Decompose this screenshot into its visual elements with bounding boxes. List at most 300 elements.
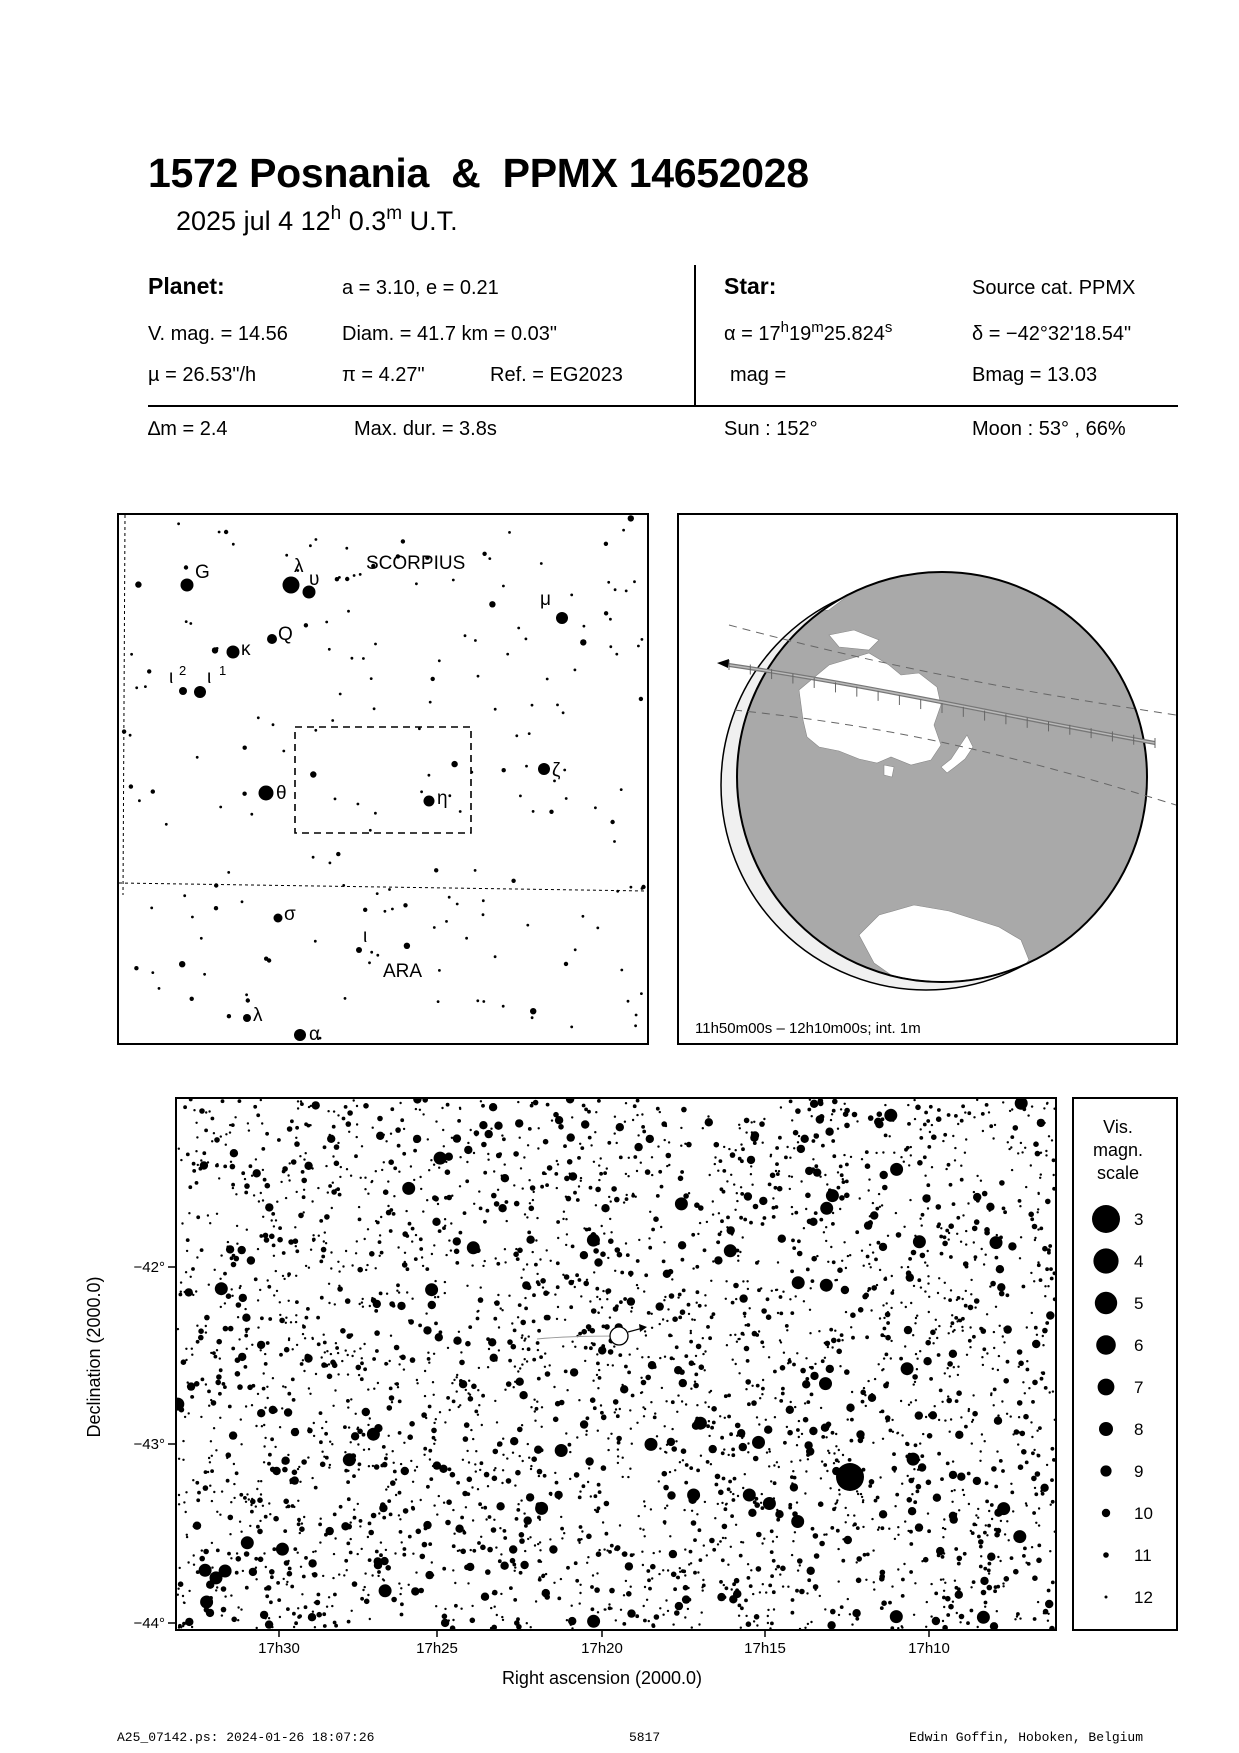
field-star xyxy=(891,1275,893,1277)
field-star xyxy=(257,1529,263,1535)
field-star xyxy=(677,1296,679,1298)
field-star xyxy=(793,1130,799,1136)
max-duration: Max. dur. = 3.8s xyxy=(354,418,497,440)
field-star xyxy=(442,1129,444,1131)
field-star xyxy=(643,1619,647,1623)
field-star xyxy=(722,1477,726,1481)
field-star xyxy=(715,1483,719,1487)
field-star xyxy=(943,1518,945,1520)
background-star xyxy=(351,657,354,660)
field-star xyxy=(304,1354,312,1362)
field-star xyxy=(509,1586,513,1590)
field-star xyxy=(881,1526,885,1530)
field-star xyxy=(427,1352,429,1354)
field-star xyxy=(452,1400,456,1404)
field-star xyxy=(362,1306,364,1308)
field-star xyxy=(193,1522,201,1530)
field-star xyxy=(957,1562,961,1566)
field-star xyxy=(1050,1478,1054,1482)
field-star xyxy=(262,1387,266,1391)
field-star xyxy=(624,1121,626,1123)
field-star xyxy=(264,1407,266,1409)
field-star xyxy=(1031,1105,1033,1107)
field-star xyxy=(332,1182,334,1184)
field-star xyxy=(411,1500,413,1502)
field-star xyxy=(780,1365,786,1371)
field-star xyxy=(568,1617,576,1625)
field-star xyxy=(554,1491,562,1499)
background-star xyxy=(635,1014,638,1017)
field-star xyxy=(397,1246,399,1248)
field-star xyxy=(601,1306,603,1308)
field-star xyxy=(1017,1443,1019,1445)
field-star xyxy=(1031,1436,1033,1438)
field-star xyxy=(937,1353,941,1357)
field-star xyxy=(351,1264,353,1266)
field-star xyxy=(721,1558,725,1562)
field-star xyxy=(812,1158,814,1160)
field-star xyxy=(617,1462,619,1464)
field-star xyxy=(307,1428,313,1434)
field-star xyxy=(818,1330,820,1332)
field-star xyxy=(676,1576,678,1578)
field-star xyxy=(443,1145,445,1147)
field-star xyxy=(452,1569,454,1571)
field-star xyxy=(262,1169,264,1171)
field-star xyxy=(914,1118,916,1120)
field-star xyxy=(1008,1148,1010,1150)
field-star xyxy=(946,1398,952,1404)
field-star xyxy=(617,1455,619,1457)
field-star xyxy=(821,1460,823,1462)
field-star xyxy=(642,1529,644,1531)
field-star xyxy=(643,1500,645,1502)
field-star xyxy=(786,1406,794,1414)
field-star xyxy=(324,1214,330,1220)
field-star xyxy=(384,1457,388,1461)
field-star xyxy=(211,1455,213,1457)
field-star xyxy=(433,1164,435,1166)
field-star xyxy=(577,1156,581,1160)
field-star xyxy=(371,1574,373,1576)
background-star xyxy=(179,961,185,967)
field-star xyxy=(563,1211,565,1213)
field-star xyxy=(951,1501,953,1503)
field-star xyxy=(404,1261,406,1263)
field-star xyxy=(367,1228,369,1230)
field-star xyxy=(739,1127,741,1129)
field-star xyxy=(1045,1199,1051,1205)
field-star xyxy=(361,1357,363,1359)
field-star xyxy=(398,1491,402,1495)
field-star xyxy=(377,1382,379,1384)
field-star xyxy=(199,1167,203,1171)
field-star xyxy=(770,1529,774,1533)
field-star xyxy=(690,1332,692,1334)
field-star xyxy=(434,1296,436,1298)
field-star xyxy=(526,1493,534,1501)
field-star xyxy=(942,1527,944,1529)
field-star xyxy=(957,1366,959,1368)
field-star xyxy=(843,1111,849,1117)
field-star xyxy=(878,1193,880,1195)
field-star xyxy=(642,1406,644,1408)
field-star xyxy=(426,1199,428,1201)
field-star xyxy=(203,1485,209,1491)
field-star xyxy=(493,1170,495,1172)
field-star xyxy=(284,1408,292,1416)
field-star xyxy=(629,1409,631,1411)
field-star xyxy=(829,1328,833,1332)
field-star xyxy=(775,1205,779,1209)
field-star xyxy=(819,1114,825,1120)
background-star xyxy=(574,948,577,951)
field-star xyxy=(732,1498,736,1502)
field-star xyxy=(975,1514,977,1516)
field-star xyxy=(865,1150,869,1154)
field-star xyxy=(347,1373,349,1375)
field-star xyxy=(796,1352,798,1354)
field-star xyxy=(189,1289,191,1291)
field-star xyxy=(442,1567,446,1571)
star-label-lambda-ara: λ xyxy=(253,1005,263,1026)
field-star xyxy=(481,1394,485,1398)
field-star xyxy=(831,1113,833,1115)
field-star xyxy=(623,1297,627,1301)
field-star xyxy=(751,1184,753,1186)
field-star xyxy=(872,1251,874,1253)
field-star xyxy=(521,1337,523,1339)
field-star xyxy=(706,1424,710,1428)
field-star xyxy=(882,1151,884,1153)
field-star xyxy=(231,1295,233,1297)
field-star xyxy=(735,1524,737,1526)
field-star xyxy=(667,1438,675,1446)
field-star xyxy=(468,1380,470,1382)
field-star xyxy=(382,1445,386,1449)
planet-parallax: π = 4.27" xyxy=(342,364,425,386)
field-star xyxy=(1019,1617,1021,1619)
field-star xyxy=(856,1120,858,1122)
field-star xyxy=(556,1285,560,1289)
field-star xyxy=(446,1396,450,1400)
field-star xyxy=(534,1446,542,1454)
field-star xyxy=(208,1284,210,1286)
field-star xyxy=(1046,1464,1048,1466)
field-star xyxy=(387,1405,393,1411)
field-star xyxy=(645,1169,651,1175)
field-star xyxy=(778,1466,780,1468)
field-star xyxy=(304,1556,308,1560)
field-star xyxy=(694,1381,696,1383)
field-star xyxy=(534,1420,536,1422)
field-star xyxy=(255,1158,257,1160)
field-star xyxy=(355,1252,357,1254)
field-star xyxy=(196,1570,200,1574)
field-star xyxy=(380,1251,384,1255)
field-star xyxy=(841,1339,843,1341)
field-star xyxy=(763,1538,765,1540)
field-star xyxy=(213,1132,215,1134)
field-star xyxy=(441,1619,449,1627)
field-star xyxy=(314,1486,318,1490)
field-star xyxy=(514,1484,516,1486)
field-star xyxy=(684,1548,686,1550)
field-star xyxy=(459,1360,465,1366)
field-star xyxy=(981,1590,987,1596)
field-star xyxy=(988,1562,992,1566)
field-star xyxy=(834,1507,836,1509)
field-star xyxy=(197,1491,201,1495)
field-star xyxy=(925,1626,927,1628)
mag-scale-dot xyxy=(1103,1552,1109,1558)
field-star xyxy=(776,1147,778,1149)
field-star xyxy=(797,1558,803,1564)
field-star xyxy=(873,1588,875,1590)
field-star xyxy=(937,1108,941,1112)
field-star xyxy=(830,1609,836,1615)
field-star xyxy=(579,1584,581,1586)
field-star xyxy=(686,1142,692,1148)
field-star xyxy=(765,1591,767,1593)
field-star xyxy=(534,1410,536,1412)
field-star xyxy=(219,1278,221,1280)
field-star xyxy=(323,1145,327,1149)
field-star xyxy=(948,1238,950,1240)
field-star xyxy=(230,1161,232,1163)
field-star xyxy=(470,1429,472,1431)
field-star xyxy=(224,1595,226,1597)
field-star xyxy=(563,1532,565,1534)
field-star xyxy=(977,1535,981,1539)
field-star xyxy=(865,1335,869,1339)
field-star xyxy=(487,1366,489,1368)
field-star xyxy=(761,1506,765,1510)
field-star xyxy=(185,1348,187,1350)
field-star xyxy=(223,1326,229,1332)
field-star xyxy=(862,1294,868,1300)
field-star xyxy=(434,1439,436,1441)
field-star xyxy=(792,1363,796,1367)
field-star xyxy=(738,1604,742,1608)
field-star xyxy=(556,1220,560,1224)
field-star xyxy=(917,1278,921,1282)
field-star xyxy=(312,1240,314,1242)
background-star xyxy=(328,648,331,651)
field-star xyxy=(648,1237,650,1239)
field-star xyxy=(1025,1502,1027,1504)
field-star xyxy=(916,1315,918,1317)
field-star xyxy=(293,1547,297,1551)
field-star xyxy=(495,1359,497,1361)
field-star xyxy=(753,1204,759,1210)
field-star xyxy=(626,1253,630,1257)
field-star xyxy=(625,1562,633,1570)
field-star xyxy=(631,1443,633,1445)
field-star xyxy=(202,1151,206,1155)
field-star xyxy=(1042,1328,1048,1334)
background-star xyxy=(565,797,568,800)
field-star xyxy=(302,1359,304,1361)
field-star xyxy=(659,1357,661,1359)
field-star xyxy=(910,1302,912,1304)
field-star xyxy=(747,1576,751,1580)
field-star xyxy=(470,1129,472,1131)
field-star xyxy=(751,1121,753,1123)
field-star xyxy=(579,1143,581,1145)
field-star xyxy=(826,1208,828,1210)
field-star xyxy=(375,1170,377,1172)
field-star xyxy=(504,1163,506,1165)
field-star xyxy=(269,1569,275,1575)
field-star xyxy=(506,1381,512,1387)
field-star xyxy=(279,1318,285,1324)
field-star xyxy=(919,1218,921,1220)
field-star xyxy=(810,1372,818,1380)
field-star xyxy=(944,1582,946,1584)
field-star xyxy=(671,1428,673,1430)
field-star xyxy=(301,1459,307,1465)
field-star xyxy=(286,1583,288,1585)
background-star xyxy=(622,529,625,532)
background-star xyxy=(604,611,608,615)
field-star xyxy=(960,1165,962,1167)
field-star xyxy=(324,1533,328,1537)
field-star xyxy=(738,1124,740,1126)
field-star xyxy=(520,1320,526,1326)
field-star xyxy=(521,1363,523,1365)
field-star xyxy=(469,1394,471,1396)
field-star xyxy=(878,1526,880,1528)
field-star xyxy=(287,1571,293,1577)
field-star xyxy=(182,1459,184,1461)
field-star xyxy=(259,1520,261,1522)
field-star xyxy=(534,1263,538,1267)
field-star xyxy=(988,1510,990,1512)
field-star xyxy=(841,1286,849,1294)
field-star xyxy=(723,1146,725,1148)
field-star xyxy=(504,1389,506,1391)
field-star xyxy=(588,1136,592,1140)
field-star xyxy=(355,1413,357,1415)
field-star xyxy=(968,1305,974,1311)
field-star xyxy=(493,1317,497,1321)
field-star xyxy=(915,1411,923,1419)
field-star xyxy=(788,1505,790,1507)
field-star xyxy=(625,1102,627,1104)
field-star xyxy=(196,1215,200,1219)
field-star xyxy=(954,1316,958,1320)
field-star xyxy=(566,1233,568,1235)
field-star xyxy=(389,1387,393,1391)
background-star xyxy=(563,769,566,772)
field-star xyxy=(637,1287,639,1289)
field-star xyxy=(1024,1392,1026,1394)
field-star xyxy=(884,1134,888,1138)
field-star xyxy=(221,1490,223,1492)
field-star xyxy=(390,1107,394,1111)
field-star xyxy=(369,1251,375,1257)
field-star xyxy=(856,1578,862,1584)
field-star xyxy=(806,1268,810,1272)
field-star xyxy=(1053,1271,1056,1275)
field-star xyxy=(708,1420,710,1422)
field-star xyxy=(403,1128,405,1130)
field-star xyxy=(226,1452,232,1458)
field-star xyxy=(865,1579,867,1581)
field-star xyxy=(691,1233,695,1237)
field-star xyxy=(344,1559,348,1563)
field-star xyxy=(422,1099,428,1103)
field-star xyxy=(795,1295,797,1297)
field-star xyxy=(704,1401,706,1403)
field-star xyxy=(264,1515,268,1519)
star-bmag: Bmag = 13.03 xyxy=(972,364,1098,386)
field-star xyxy=(1037,1228,1039,1230)
field-star xyxy=(553,1582,555,1584)
field-star xyxy=(781,1387,785,1391)
field-star xyxy=(967,1111,971,1115)
background-star xyxy=(376,954,379,957)
field-star xyxy=(856,1556,862,1562)
field-star xyxy=(931,1124,933,1126)
field-star xyxy=(819,1218,823,1222)
field-star xyxy=(836,1529,840,1533)
field-star xyxy=(818,1501,824,1507)
background-star xyxy=(373,707,376,710)
field-star xyxy=(755,1261,759,1265)
field-star xyxy=(966,1621,970,1625)
star-source-catalog: Source cat. PPMX xyxy=(972,277,1136,299)
background-star xyxy=(138,799,141,802)
field-star xyxy=(614,1547,618,1551)
field-star xyxy=(216,1349,218,1351)
field-star xyxy=(977,1508,979,1510)
field-star xyxy=(910,1146,912,1148)
field-star xyxy=(943,1235,947,1239)
detail-star-chart-svg xyxy=(177,1099,1055,1629)
field-star xyxy=(360,1177,362,1179)
field-star xyxy=(877,1241,881,1245)
background-star xyxy=(282,750,285,753)
field-star xyxy=(860,1390,866,1396)
field-star xyxy=(792,1276,805,1289)
field-star xyxy=(805,1208,807,1210)
field-star xyxy=(386,1363,388,1365)
field-star xyxy=(337,1352,339,1354)
field-star xyxy=(973,1477,981,1485)
field-star xyxy=(191,1267,195,1271)
field-star xyxy=(608,1550,612,1554)
field-star xyxy=(880,1171,888,1179)
field-star xyxy=(442,1614,448,1620)
field-star xyxy=(681,1258,685,1262)
field-star xyxy=(312,1551,314,1553)
field-star xyxy=(770,1154,772,1156)
field-star xyxy=(291,1476,299,1484)
field-star xyxy=(994,1240,996,1242)
field-star xyxy=(647,1311,651,1315)
field-star xyxy=(374,1309,378,1313)
field-star xyxy=(424,1395,426,1397)
field-star xyxy=(484,1260,486,1262)
field-star xyxy=(726,1180,728,1182)
field-star xyxy=(456,1481,460,1485)
field-star xyxy=(1033,1449,1035,1451)
field-star xyxy=(576,1198,580,1202)
field-star xyxy=(800,1368,806,1374)
field-star xyxy=(908,1404,910,1406)
